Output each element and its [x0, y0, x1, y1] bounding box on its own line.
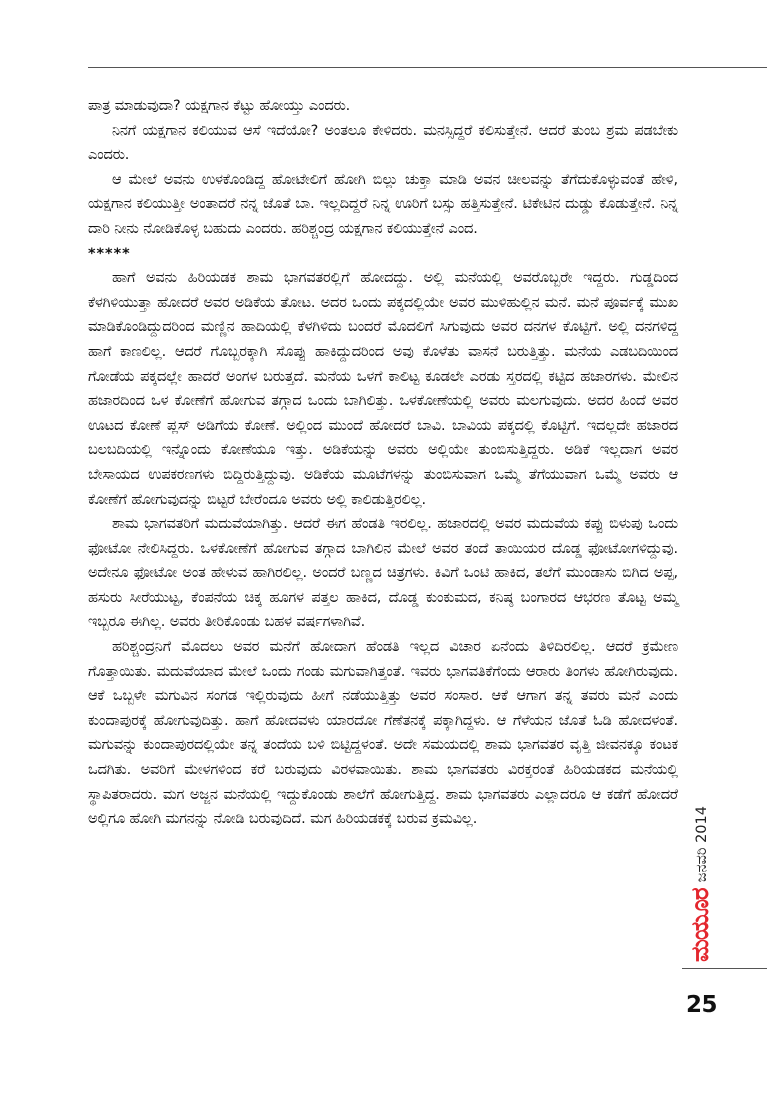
article-body	[88, 94, 678, 832]
paragraph: ಪಾತ್ರ ಮಾಡುವುದಾ? ಯಕ್ಷಗಾನ ಕೆಟ್ಟು ಹೋಯ್ತು ಎಂದರು.	[88, 98, 351, 114]
paragraph: ನಿನಗೆ ಯಕ್ಷಗಾನ ಕಲಿಯುವ ಆಸೆ ಇದೆಯೋ? ಅಂತಲೂ ಕೇಳಿದರು. ಮನಸ್ಸಿದ್ದರೆ ಕಲಿಸುತ್ತೇನೆ. ಆದರೆ ತುಂಬ ಶ್ರಮ ಪಡಬೇಕು ಎಂದರು.	[88, 122, 678, 164]
paragraph: ಆ ಮೇಲೆ ಅವನು ಉಳಕೊಂಡಿದ್ದ ಹೋಟೇಲಿಗೆ ಹೋಗಿ ಬಿಲ್ಲು ಚುಕ್ತಾ ಮಾಡಿ ಅವನ ಚೀಲವನ್ನು ತೆಗೆದುಕೊಳ್ಳುವಂತೆ ಹೇಳಿ, ಯಕ್ಷಗಾನ ಕಲಿಯುತ್ತೀ ಅಂತಾದರೆ ನನ್ನ ಜೊತೆ ಬಾ. ಇಲ್ಲದಿದ್ದರೆ ನಿನ್ನ ಊರಿಗೆ ಬಸ್ಸು ಹತ್ತಿಸುತ್ತೇನೆ. ಟಿಕೇಟಿನ ದುಡ್ಡು ಕೊಡುತ್ತೇನೆ. ನಿನ್ನ ದಾರಿ ನೀನು ನೋಡಿಕೊಳ್ಳ ಬಹುದು ಎಂದರು. ಹರಿಶ್ಚಂದ್ರ ಯಕ್ಷಗಾನ ಕಲಿಯುತ್ತೇನೆ ಎಂದ.	[88, 171, 678, 237]
section-break: *****	[88, 245, 131, 262]
issue-date: ಜನವರಿ 2014	[694, 806, 710, 883]
paragraph: ಹಾಗೆ ಅವನು ಹಿರಿಯಡಕ ಶಾಮ ಭಾಗವತರಲ್ಲಿಗೆ ಹೋದದ್ದು. ಅಲ್ಲಿ ಮನೆಯಲ್ಲಿ ಅವರೊಬ್ಬರೇ ಇದ್ದರು. ಗುಡ್ಡದಿಂದ ಕೆಳಗಿಳಿಯುತ್ತಾ ಹೋದರೆ ಅವರ ಅಡಿಕೆಯ ತೋಟ. ಅದರ ಒಂದು ಪಕ್ಕದಲ್ಲಿಯೇ ಅವರ ಮುಳಿಹುಲ್ಲಿನ ಮನೆ. ಮನೆ ಪೂರ್ವಕ್ಕೆ ಮುಖ ಮಾಡಿಕೊಂಡಿದ್ದುದರಿಂದ ಮಣ್ಣಿನ ಹಾದಿಯಲ್ಲಿ ಕೆಳಗಿಳಿದು ಬಂದರೆ ಮೊದಲಿಗೆ ಸಿಗುವುದು ಅವರ ದನಗಳ ಕೊಟ್ಟಿಗೆ. ಅಲ್ಲಿ ದನಗಳಿದ್ದ ಹಾಗೆ ಕಾಣಲಿಲ್ಲ. ಆದರೆ ಗೊಬ್ಬರಕ್ಕಾಗಿ ಸೊಪ್ಪು ಹಾಕಿದ್ದುದರಿಂದ ಅವು ಕೊಳೆತು ವಾಸನೆ ಬರುತ್ತಿತ್ತು. ಮನೆಯ ಎಡಬದಿಯಿಂದ ಗೋಡೆಯ ಪಕ್ಕದಲ್ಲೇ ಹಾದರೆ ಅಂಗಳ ಬರುತ್ತದೆ. ಮನೆಯ ಒಳಗೆ ಕಾಲಿಟ್ಟ ಕೂಡಲೇ ಎರಡು ಸ್ತರದಲ್ಲಿ ಕಟ್ಟಿದ ಹಜಾರಗಳು. ಮೇಲಿನ ಹಜಾರದಿಂದ ಒಳ ಕೋಣೆಗೆ ಹೋಗುವ ತಗ್ಗಾದ ಒಂದು ಬಾಗಿಲಿತ್ತು. ಒಳಕೋಣೆಯಲ್ಲಿ ಅವರು ಮಲಗುವುದು. ಅದರ ಹಿಂದೆ ಅವರ ಊಟದ ಕೋಣೆ ಪ್ಲಸ್ ಅಡಿಗೆಯ ಕೋಣೆ. ಅಲ್ಲಿಂದ ಮುಂದೆ ಹೋದರೆ ಬಾವಿ. ಬಾವಿಯ ಪಕ್ಕದಲ್ಲಿ ಕೊಟ್ಟಿಗೆ. ಇದಲ್ಲದೇ ಹಜಾರದ ಬಲಬದಿಯಲ್ಲಿ ಇನ್ನೊಂದು ಕೋಣೆಯೂ ಇತ್ತು. ಅಡಿಕೆಯನ್ನು ಅವರು ಅಲ್ಲಿಯೇ ತುಂಬಿಸುತ್ತಿದ್ದರು. ಅಡಿಕೆ ಇಲ್ಲದಾಗ ಅವರ ಬೇಸಾಯದ ಉಪಕರಣಗಳು ಬಿದ್ದಿರುತ್ತಿದ್ದುವು. ಅಡಿಕೆಯ ಮೂಟೆಗಳನ್ನು ತುಂಬಿಸುವಾಗ ಒಮ್ಮೆ ತೆಗೆಯುವಾಗ ಒಮ್ಮೆ ಅವರು ಆ ಕೋಣೆಗೆ ಹೋಗುವುದನ್ನು ಬಿಟ್ಟರೆ ಬೇರೆಂದೂ ಅವರು ಅಲ್ಲಿ ಕಾಲಿಡುತ್ತಿರಲಿಲ್ಲ.	[88, 270, 678, 508]
footer-rule	[682, 968, 767, 969]
magazine-logo: ಮಯೂರ	[686, 888, 714, 962]
paragraph: ಶಾಮ ಭಾಗವತರಿಗೆ ಮದುವೆಯಾಗಿತ್ತು. ಆದರೆ ಈಗ ಹೆಂಡತಿ ಇರಲಿಲ್ಲ. ಹಜಾರದಲ್ಲಿ ಅವರ ಮದುವೆಯ ಕಪ್ಪು ಬಿಳುಪು ಒಂದು ಫೋಟೋ ನೇಲಿಸಿದ್ದರು. ಒಳಕೋಣೆಗೆ ಹೋಗುವ ತಗ್ಗಾದ ಬಾಗಿಲಿನ ಮೇಲೆ ಅವರ ತಂದೆ ತಾಯಿಯರ ದೊಡ್ಡ ಫೋಟೋಗಳಿದ್ದುವು. ಅದೇನೂ ಫೋಟೋ ಅಂತ ಹೇಳುವ ಹಾಗಿರಲಿಲ್ಲ. ಅಂದರೆ ಬಣ್ಣದ ಚಿತ್ರಗಳು. ಕಿವಿಗೆ ಒಂಟಿ ಹಾಕಿದ, ತಲೆಗೆ ಮುಂಡಾಸು ಬಿಗಿದ ಅಪ್ಪ, ಹಸುರು ಸೀರೆಯುಟ್ಟ, ಕೆಂಪನೆಯ ಚಿಕ್ಕ ಹೂಗಳ ಪತ್ತಲ ಹಾಕಿದ, ದೊಡ್ಡ ಕುಂಕುಮದ, ಕನಿಷ್ಠ ಬಂಗಾರದ ಆಭರಣ ತೊಟ್ಟ ಅಮ್ಮ ಇಬ್ಬರೂ ಈಗಿಲ್ಲ. ಅವರು ತೀರಿಕೊಂಡು ಬಹಳ ವರ್ಷಗಳಾಗಿವೆ.	[88, 516, 678, 631]
page-number: 25	[686, 992, 718, 1018]
paragraph: ಹರಿಶ್ಚಂದ್ರನಿಗೆ ಮೊದಲು ಅವರ ಮನೆಗೆ ಹೋದಾಗ ಹೆಂಡತಿ ಇಲ್ಲದ ವಿಚಾರ ಏನೆಂದು ತಿಳಿದಿರಲಿಲ್ಲ. ಆದರೆ ಕ್ರಮೇಣ ಗೊತ್ತಾಯಿತು. ಮದುವೆಯಾದ ಮೇಲೆ ಒಂದು ಗಂಡು ಮಗುವಾಗಿತ್ತಂತೆ. ಇವರು ಭಾಗವತಿಕೆಗೆಂದು ಆರಾರು ತಿಂಗಳು ಹೋಗಿರುವುದು. ಆಕೆ ಒಬ್ಬಳೇ ಮಗುವಿನ ಸಂಗಡ ಇಲ್ಲಿರುವುದು ಹೀಗೆ ನಡೆಯುತ್ತಿತ್ತು ಅವರ ಸಂಸಾರ. ಆಕೆ ಆಗಾಗ ತನ್ನ ತವರು ಮನೆ ಎಂದು ಕುಂದಾಪುರಕ್ಕೆ ಹೋಗುವುದಿತ್ತು. ಹಾಗೆ ಹೋದವಳು ಯಾರದೋ ಗೆಣೆತನಕ್ಕೆ ಪಕ್ಕಾಗಿದ್ದಳು. ಆ ಗೆಳೆಯನ ಜೊತೆ ಓಡಿ ಹೋದಳಂತೆ. ಮಗುವನ್ನು ಕುಂದಾಪುರದಲ್ಲಿಯೇ ತನ್ನ ತಂದೆಯ ಬಳಿ ಬಿಟ್ಟಿದ್ದಳಂತೆ. ಅದೇ ಸಮಯದಲ್ಲಿ ಶಾಮ ಭಾಗವತರ ವೃತ್ತಿ ಜೀವನಕ್ಕೂ ಕಂಟಕ ಒದಗಿತು. ಅವರಿಗೆ ಮೇಳಗಳಿಂದ ಕರೆ ಬರುವುದು ವಿರಳವಾಯಿತು. ಶಾಮ ಭಾಗವತರು ವಿರಕ್ತರಂತೆ ಹಿರಿಯಡಕದ ಮನೆಯಲ್ಲಿ ಸ್ಥಾಪಿತರಾದರು. ಮಗ ಅಜ್ಜನ ಮನೆಯಲ್ಲಿ ಇದ್ದುಕೊಂಡು ಶಾಲೆಗೆ ಹೋಗುತ್ತಿದ್ದ. ಶಾಮ ಭಾಗವತರು ಎಲ್ಲಾದರೂ ಆ ಕಡೆಗೆ ಹೋದರೆ ಅಲ್ಲಿಗೂ ಹೋಗಿ ಮಗನನ್ನು ನೋಡಿ ಬರುವುದಿದೆ. ಮಗ ಹಿರಿಯಡಕಕ್ಕೆ ಬರುವ ಕ್ರಮವಿಲ್ಲ.	[88, 639, 678, 828]
header-rule	[88, 67, 767, 68]
